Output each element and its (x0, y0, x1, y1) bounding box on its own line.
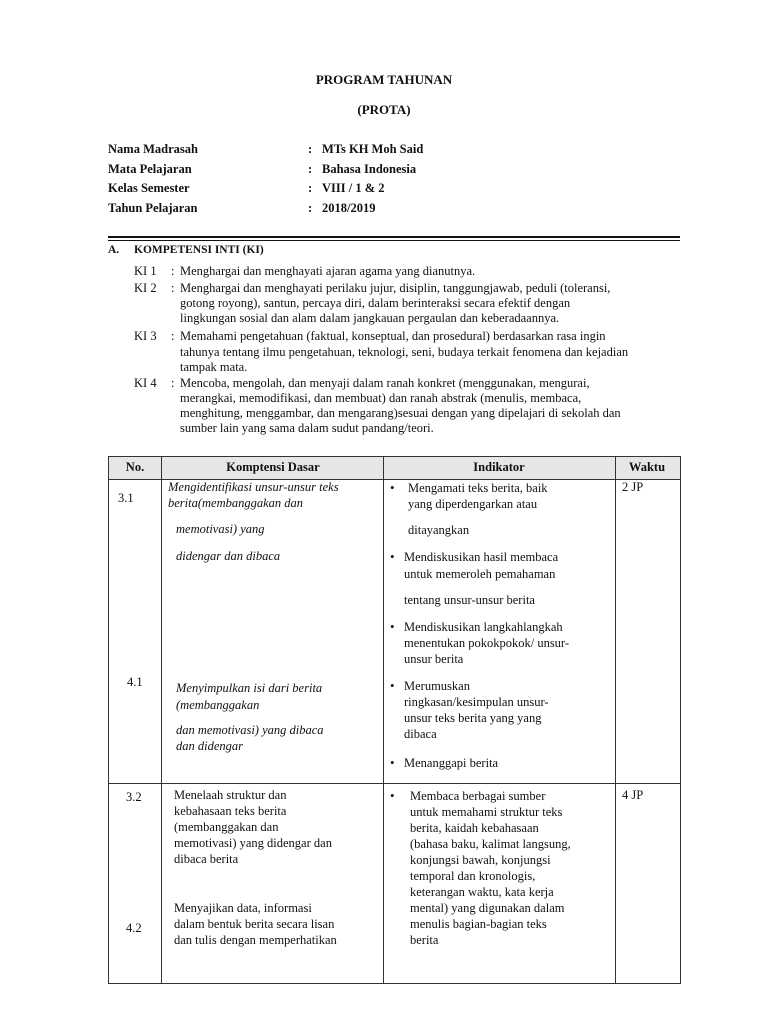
kd-line: kebahasaan teks berita (174, 804, 287, 818)
meta-value: 2018/2019 (322, 201, 376, 215)
kd-line: (membanggakan dan (174, 820, 279, 834)
row-number: 4.2 (126, 921, 142, 935)
document-subtitle: (PROTA) (357, 102, 411, 117)
header-waktu: Waktu (628, 460, 666, 474)
meta-label: Mata Pelajaran (108, 162, 192, 176)
ki-text-line: Mencoba, mengolah, dan menyaji dalam ranah konkret (menggunakan, mengurai, (180, 376, 590, 390)
ki-code: KI 4 (134, 376, 157, 390)
row-number: 3.1 (118, 491, 134, 505)
ki-text-line: gotong royong), santun, percaya diri, dalam berinteraksi secara efektif dengan (180, 296, 571, 310)
ki-text-line: Menghargai dan menghayati ajaran agama yang dianutnya. (180, 264, 476, 278)
indikator-line: untuk memahami struktur teks (410, 805, 563, 819)
ki-text-line: Menghargai dan menghayati perilaku jujur, disiplin, tanggungjawab, peduli (toleransi, (180, 281, 611, 295)
indikator-line: mental) yang digunakan dalam (410, 901, 565, 915)
ki-text-line: merangkai, memodifikasi, dan membuat) dan ranah abstrak (menulis, membaca, (180, 391, 582, 405)
ki-text-line: menghitung, menggambar, dan mengarang)sesuai dengan yang dipelajari di sekolah dan (180, 406, 621, 420)
kd-line: Mengidentifikasi unsur-unsur teks (168, 480, 339, 494)
ki-colon: : (171, 281, 175, 295)
bullet-icon: • (390, 678, 395, 693)
waktu-value: 4 JP (622, 788, 644, 802)
indikator-line: Mendiskusikan hasil membaca (404, 550, 559, 564)
kd-line: dan memotivasi) yang dibaca (176, 723, 324, 737)
kd-line: dibaca berita (174, 852, 239, 866)
indikator-line: Merumuskan (404, 679, 470, 693)
kd-line: dan didengar (176, 739, 244, 753)
header-kd: Komptensi Dasar (226, 460, 320, 474)
meta-separator: : (308, 181, 313, 195)
kd-line: dan tulis dengan memperhatikan (174, 933, 337, 947)
meta-separator: : (308, 162, 313, 176)
kd-line: Menyimpulkan isi dari berita (176, 681, 323, 695)
meta-value: VIII / 1 & 2 (322, 181, 385, 195)
indikator-line: menulis bagian-bagian teks (410, 917, 547, 931)
kd-line: Menelaah struktur dan (174, 788, 287, 802)
ki-code: KI 2 (134, 281, 157, 295)
section-title: KOMPETENSI INTI (KI) (134, 244, 264, 256)
ki-text-line: sumber lain yang sama dalam sudut pandang/teori. (180, 421, 434, 435)
indikator-line: Mengamati teks berita, baik (408, 481, 548, 495)
kd-line: memotivasi) yang (176, 522, 265, 536)
indikator-line: ditayangkan (408, 523, 470, 537)
bullet-icon: • (390, 755, 395, 770)
ki-text-line: tampak mata. (180, 360, 248, 374)
indikator-line: temporal dan kronologis, (410, 869, 536, 883)
waktu-value: 2 JP (622, 480, 644, 494)
table-cell (109, 784, 162, 984)
indikator-line: tentang unsur-unsur berita (404, 593, 535, 607)
ki-code: KI 1 (134, 264, 157, 278)
indikator-line: unsur berita (404, 652, 464, 666)
row-number: 4.1 (127, 675, 143, 689)
meta-label: Kelas Semester (108, 181, 190, 195)
ki-text-line: tahunya tentang ilmu pengetahuan, teknologi, seni, budaya terkait fenomena dan kejadian (180, 345, 629, 359)
indikator-line: dibaca (404, 727, 437, 741)
indikator-line: konjungsi bawah, konjungsi (410, 853, 551, 867)
ki-colon: : (171, 264, 175, 278)
ki-colon: : (171, 329, 175, 343)
header-no: No. (125, 460, 145, 474)
kd-line: dalam bentuk berita secara lisan (174, 917, 335, 931)
table-cell (616, 480, 681, 784)
kd-line: Menyajikan data, informasi (174, 901, 312, 915)
indikator-line: unsur teks berita yang yang (404, 711, 542, 725)
kd-line: berita(membanggakan dan (168, 496, 304, 510)
meta-value: Bahasa Indonesia (322, 162, 417, 176)
ki-text-line: lingkungan sosial dan alam dalam jangkauan pergaulan dan keberadaannya. (180, 311, 560, 325)
section-letter: A. (108, 244, 120, 256)
divider-thick (108, 236, 680, 238)
ki-text-line: Memahami pengetahuan (faktual, konseptual, dan prosedural) berdasarkan rasa ingin (180, 329, 606, 343)
meta-separator: : (308, 142, 313, 156)
table-cell (616, 784, 681, 984)
indikator-line: untuk memeroleh pemahaman (404, 567, 556, 581)
bullet-icon: • (390, 549, 395, 564)
indikator-line: Menanggapi berita (404, 756, 499, 770)
bullet-icon: • (390, 480, 395, 495)
table-cell (109, 480, 162, 784)
indikator-line: berita, kaidah kebahasaan (410, 821, 539, 835)
meta-label: Nama Madrasah (108, 142, 198, 156)
indikator-line: Membaca berbagai sumber (410, 789, 546, 803)
header-indikator: Indikator (473, 460, 525, 474)
bullet-icon: • (390, 619, 395, 634)
kd-line: memotivasi) yang didengar dan (174, 836, 332, 850)
row-number: 3.2 (126, 790, 142, 804)
meta-value: MTs KH Moh Said (322, 142, 424, 156)
document-title: PROGRAM TAHUNAN (315, 72, 453, 87)
indikator-line: ringkasan/kesimpulan unsur- (404, 695, 549, 709)
indikator-line: Mendiskusikan langkahlangkah (404, 620, 563, 634)
indikator-line: menentukan pokokpokok/ unsur- (404, 636, 570, 650)
divider-thin (108, 240, 680, 241)
indikator-line: berita (410, 933, 439, 947)
kd-line: didengar dan dibaca (176, 549, 281, 563)
ki-code: KI 3 (134, 329, 157, 343)
ki-colon: : (171, 376, 175, 390)
kd-line: (membanggakan (176, 698, 260, 712)
indikator-line: keterangan waktu, kata kerja (410, 885, 554, 899)
indikator-line: yang diperdengarkan atau (408, 497, 538, 511)
bullet-icon: • (390, 788, 395, 803)
meta-separator: : (308, 201, 313, 215)
meta-label: Tahun Pelajaran (108, 201, 198, 215)
indikator-line: (bahasa baku, kalimat langsung, (410, 837, 571, 851)
